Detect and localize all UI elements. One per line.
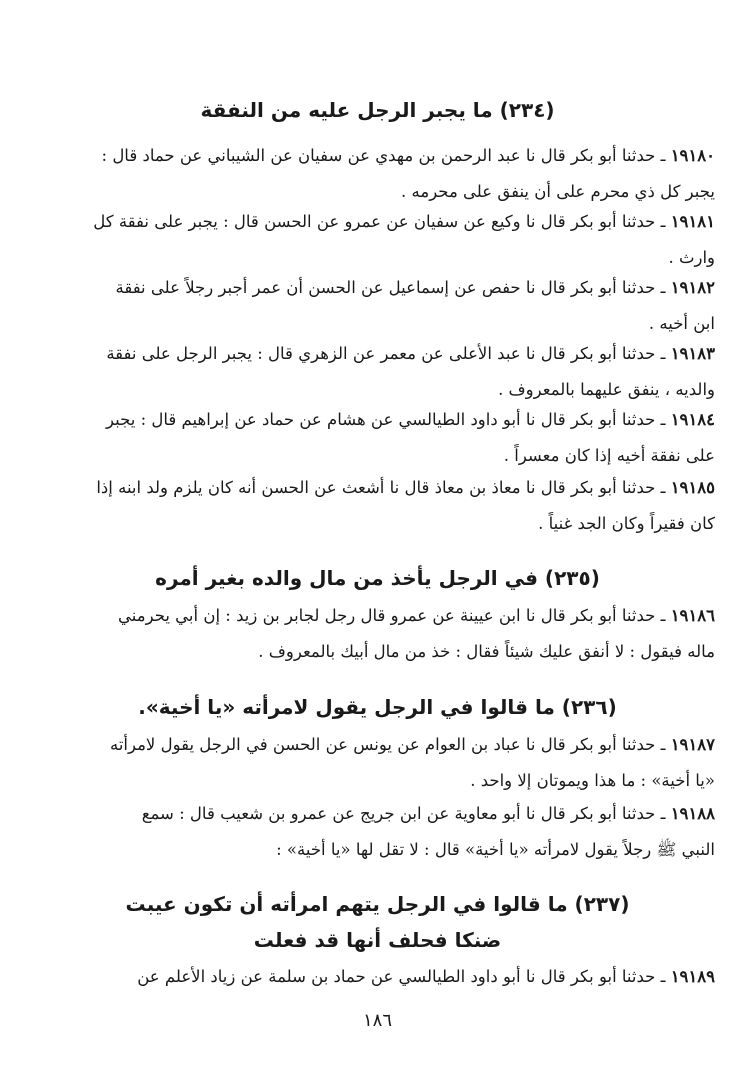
section-heading-237-line2: ضنكا فحلف أنها قد فعلت [253, 928, 502, 952]
text-line: ١٩١٨٠ ـ حدثنا أبو بكر قال نا عبد الرحمن بن مهدي عن سفيان عن الشيباني عن حماد قال : [101, 146, 715, 165]
section-heading-237: (٢٣٧) ما قالوا في الرجل يتهم امرأته أن تكون عيبت [125, 892, 630, 916]
section-heading-234: (٢٣٤) ما يجبر الرجل عليه من النفقة [200, 98, 555, 122]
hadith-19183 [50, 336, 715, 408]
hadith-19181 [50, 204, 715, 276]
text-line: يجبر كل ذي محرم على أن ينفق على محرمه . [401, 182, 715, 201]
hadith-number: ١٩١٨٥ [670, 478, 715, 497]
section-heading-236: (٢٣٦) ما قالوا في الرجل يقول لامرأته «يا أخية». [138, 695, 617, 719]
page-number: ١٨٦ [362, 1010, 392, 1031]
text-line: ١٩١٨٨ ـ حدثنا أبو بكر قال نا أبو معاوية عن ابن جريج عن عمرو بن شعيب قال : سمع [141, 804, 715, 823]
hadith-19187 [50, 727, 715, 799]
text-line: وارث . [668, 248, 715, 267]
hadith-number: ١٩١٨٩ [670, 967, 715, 986]
hadith-number: ١٩١٨٧ [670, 735, 715, 754]
text-line: ١٩١٨٢ ـ حدثنا أبو بكر قال نا حفص عن إسماعيل عن الحسن أن عمر أجبر رجلاً على نفقة [115, 278, 715, 297]
hadith-19188 [50, 796, 715, 868]
hadith-number: ١٩١٨٤ [670, 410, 715, 429]
text-line: كان فقيراً وكان الجد غنياً . [538, 514, 715, 533]
text-line: على نفقة أخيه إذا كان معسراً . [503, 446, 715, 465]
text-line: ١٩١٨٥ ـ حدثنا أبو بكر قال نا معاذ بن معاذ قال نا أشعث عن الحسن أنه كان يلزم ولد ابنه إذا [96, 478, 715, 497]
text-line: ماله فيقول : لا أنفق عليك شيئاً فقال : خذ من مال أبيك بالمعروف . [258, 642, 715, 661]
hadith-19184 [50, 402, 715, 474]
hadith-19189 [50, 959, 715, 995]
hadith-19185 [50, 470, 715, 542]
hadith-number: ١٩١٨٠ [670, 146, 715, 165]
hadith-number: ١٩١٨٢ [670, 278, 715, 297]
text-line: ١٩١٨٣ ـ حدثنا أبو بكر قال نا عبد الأعلى عن معمر عن الزهري قال : يجبر الرجل على نفقة [106, 344, 715, 363]
text-line: ١٩١٨١ ـ حدثنا أبو بكر قال نا وكيع عن سفيان عن عمرو عن الحسن قال : يجبر على نفقة كل [93, 212, 715, 231]
text-line: ١٩١٨٦ ـ حدثنا أبو بكر قال نا ابن عيينة عن عمرو قال رجل لجابر بن زيد : إن أبي يحرمني [118, 606, 715, 625]
text-line: ١٩١٨٩ ـ حدثنا أبو بكر قال نا أبو داود الطيالسي عن حماد بن سلمة عن زياد الأعلم عن [137, 967, 715, 986]
text-line: والديه ، ينفق عليهما بالمعروف . [498, 380, 715, 399]
text-line: ابن أخيه . [648, 314, 715, 333]
text-line: «يا أخية» : ما هذا ويموتان إلا واحد . [470, 771, 715, 790]
hadith-19180 [50, 138, 715, 210]
text-line: ١٩١٨٧ ـ حدثنا أبو بكر قال نا عباد بن العوام عن يونس عن الحسن في الرجل يقول لامرأته [109, 735, 715, 754]
text-line: ١٩١٨٤ ـ حدثنا أبو بكر قال نا أبو داود الطيالسي عن هشام عن حماد عن إبراهيم قال : يجبر [106, 410, 715, 429]
hadith-19182 [50, 270, 715, 342]
hadith-19186 [50, 598, 715, 670]
text-line: النبي ﷺ رجلاً يقول لامرأته «يا أخية» قال : لا تقل لها «يا أخية» : [276, 840, 715, 859]
hadith-number: ١٩١٨٨ [670, 804, 715, 823]
hadith-number: ١٩١٨٦ [670, 606, 715, 625]
hadith-number: ١٩١٨١ [670, 212, 715, 231]
hadith-number: ١٩١٨٣ [670, 344, 715, 363]
section-heading-235: (٢٣٥) في الرجل يأخذ من مال والده بغير أمره [155, 566, 600, 590]
